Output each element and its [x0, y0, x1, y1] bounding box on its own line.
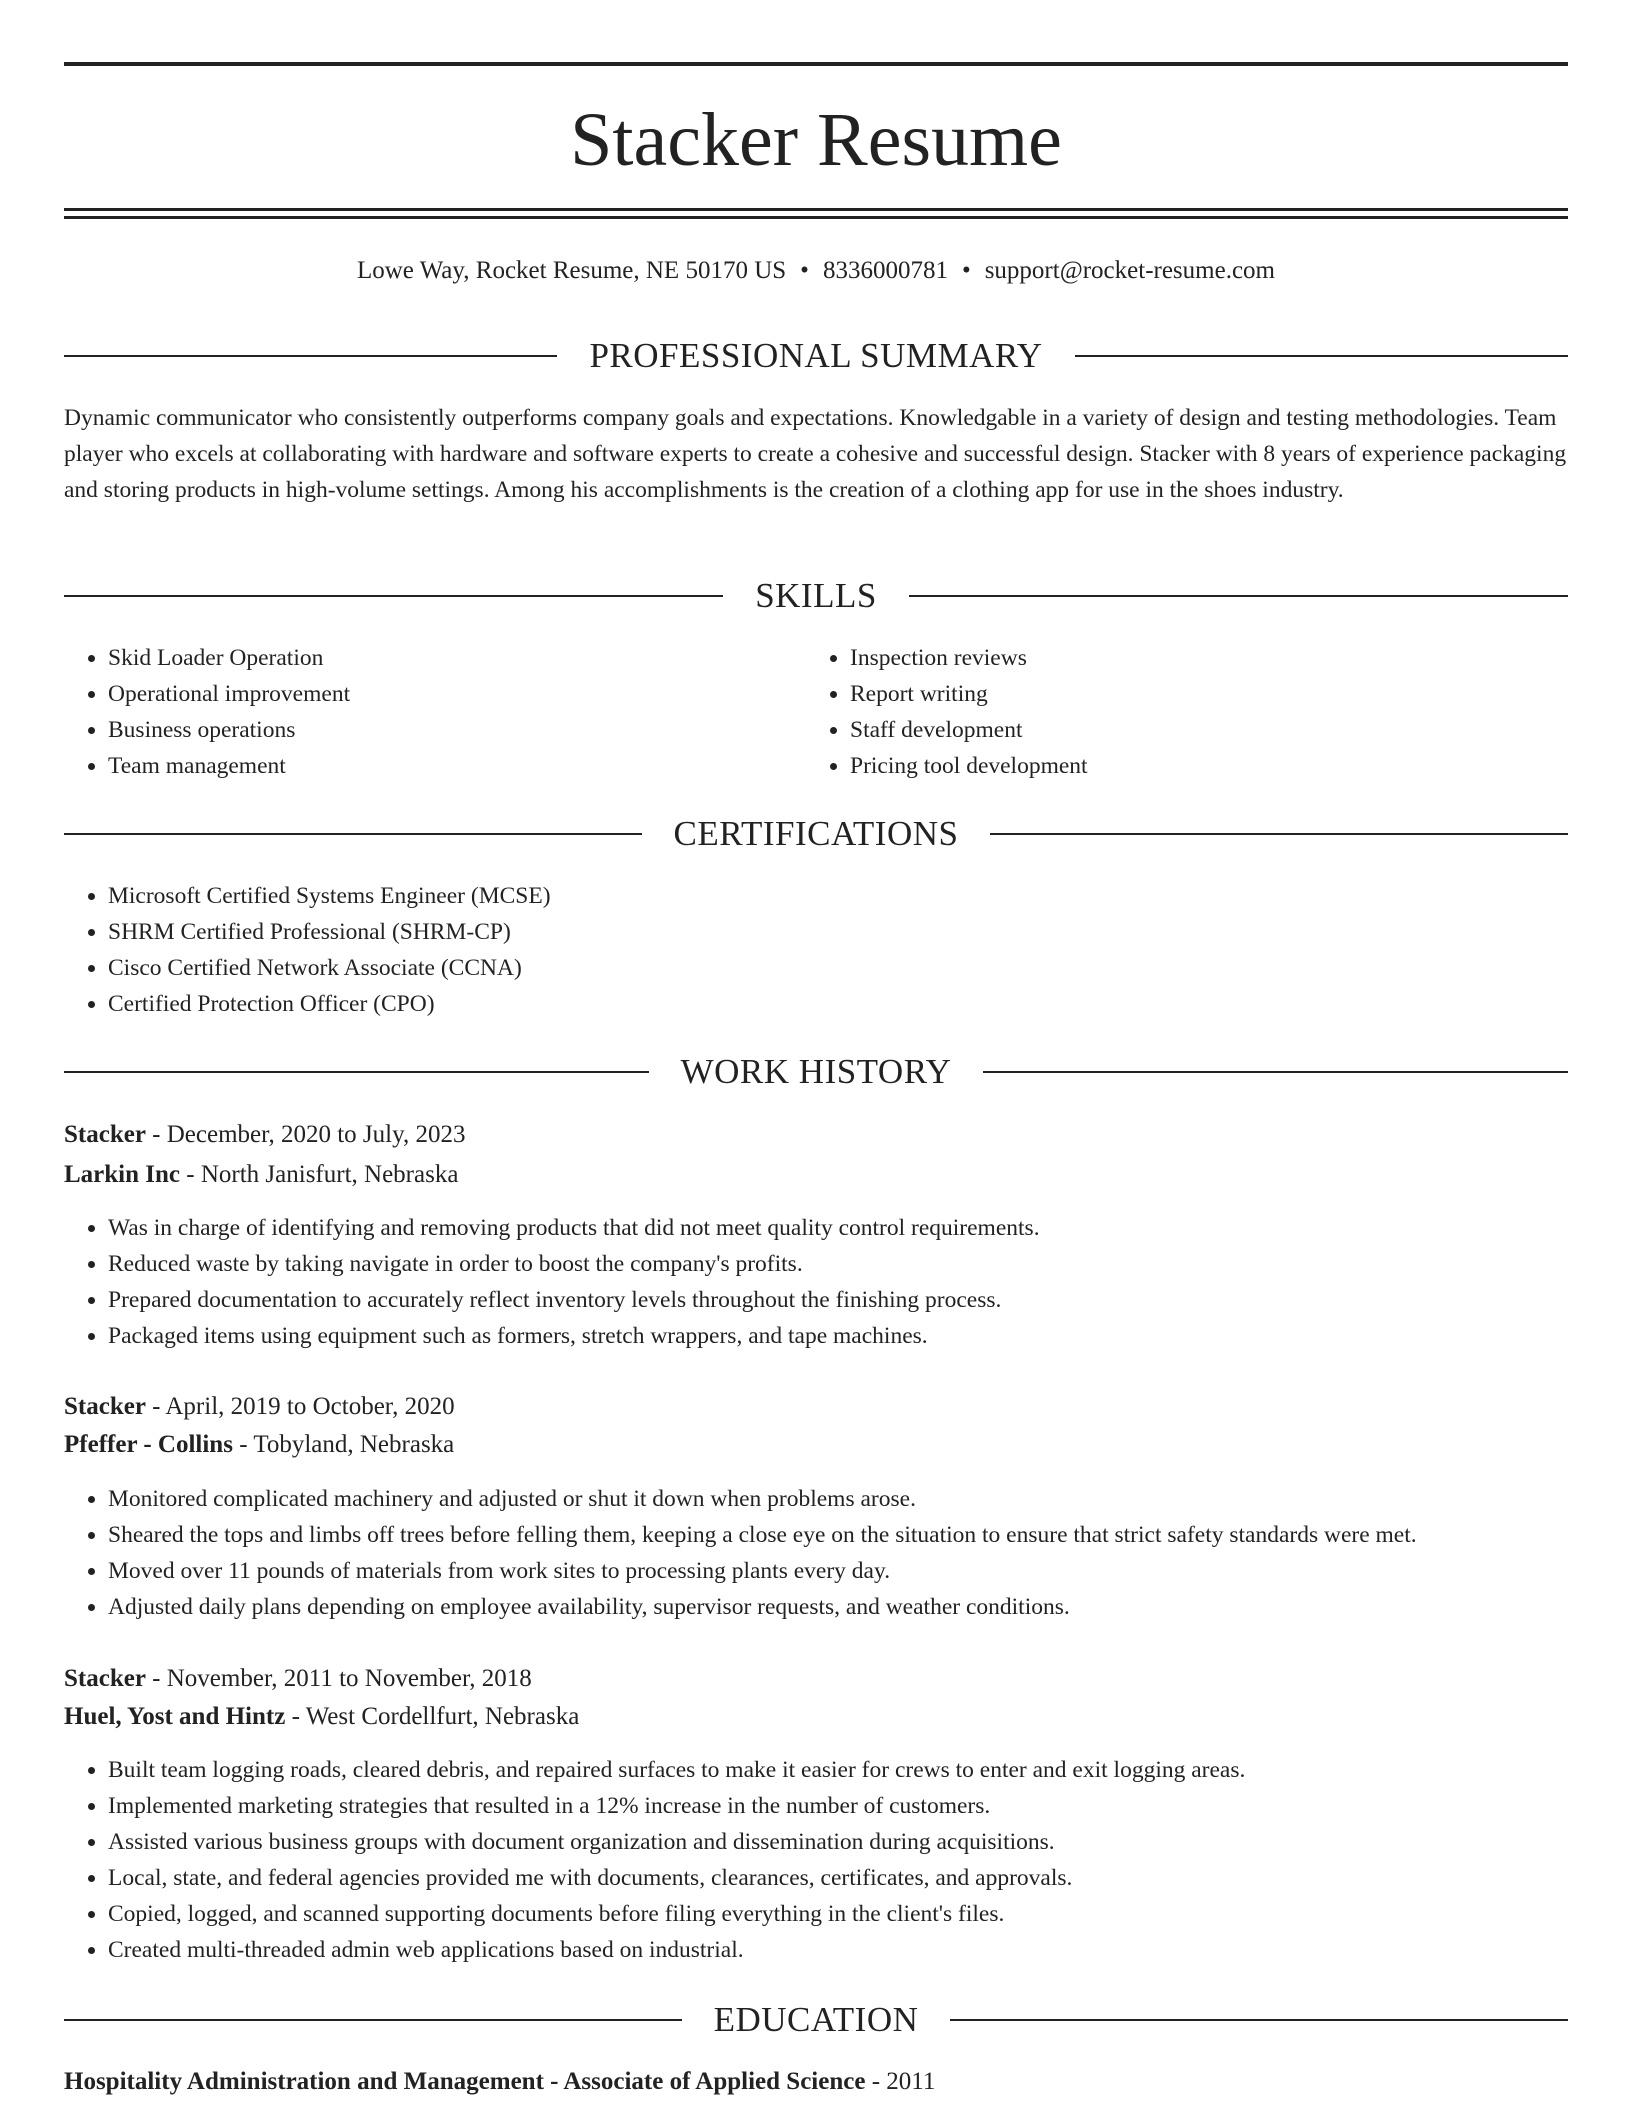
- summary-text: Dynamic communicator who consistently outperforms company goals and expectations. Knowledgable in a variety of design and testing methodologies. Team player who excels at collaborating with hardware and software experts to create a cohesive and successful design. Stacker with 8 years of experience packaging and storing products in high-volume settings. Among his accomplishments is the creation of a clothing app for use in the shoes industry.: [64, 405, 1567, 503]
- contact-info: [64, 252, 1568, 290]
- job-title-line: Stacker - April, 2019 to October, 2020: [64, 1393, 455, 1420]
- contact-separator: •: [800, 257, 809, 284]
- job-company-line: Larkin Inc - North Janisfurt, Nebraska: [64, 1161, 459, 1188]
- heading-rule: [64, 355, 557, 357]
- job-bullet: • Sheared the tops and limbs off trees before felling them, keeping a close eye on the situation to ensure that strict safety standards were met.: [108, 1517, 1568, 1553]
- heading-rule: [950, 2019, 1568, 2021]
- certification-item: • Certified Protection Officer (CPO): [108, 986, 1568, 1022]
- work-heading-row: [64, 1050, 1568, 1094]
- job-bullet: • Adjusted daily plans depending on employee availability, supervisor requests, and weather conditions.: [108, 1589, 1568, 1625]
- education-heading: EDUCATION: [713, 2000, 919, 2039]
- skills-heading: SKILLS: [755, 576, 877, 615]
- job-company: Pfeffer - Collins: [64, 1431, 233, 1458]
- job-company: Huel, Yost and Hintz: [64, 1703, 286, 1730]
- skill-item: • Business operations: [108, 712, 798, 748]
- job-bullets: [64, 1752, 1568, 1968]
- skill-item: • Pricing tool development: [850, 748, 1550, 784]
- top-rule: [64, 62, 1568, 66]
- job-title: Stacker: [64, 1121, 146, 1148]
- certifications-list: [64, 878, 1568, 1022]
- heading-rule: [64, 833, 642, 835]
- heading-rule: [1075, 355, 1568, 357]
- skill-item: • Staff development: [850, 712, 1550, 748]
- education-field: Hospitality Administration and Management: [64, 2068, 544, 2095]
- job-dates: November, 2011 to November, 2018: [166, 1665, 532, 1692]
- job-location: Tobyland, Nebraska: [253, 1431, 455, 1458]
- summary-heading-row: [64, 334, 1568, 378]
- heading-rule: [64, 1071, 649, 1073]
- heading-rule: [64, 2019, 682, 2021]
- certification-item: • Microsoft Certified Systems Engineer (MCSE): [108, 878, 1568, 914]
- job-company-line: Pfeffer - Collins - Tobyland, Nebraska: [64, 1431, 455, 1458]
- job-company-line: Huel, Yost and Hintz - West Cordellfurt, Nebraska: [64, 1703, 580, 1730]
- job-title-line: Stacker - December, 2020 to July, 2023: [64, 1121, 466, 1148]
- contact-separator: •: [961, 257, 971, 284]
- job-bullet: • Built team logging roads, cleared debris, and repaired surfaces to make it easier for crews to enter and exit logging areas.: [108, 1752, 1568, 1788]
- job-company: Larkin Inc: [64, 1161, 181, 1188]
- job-bullet: • Prepared documentation to accurately reflect inventory levels throughout the finishing process.: [108, 1282, 1568, 1318]
- heading-rule: [909, 595, 1568, 597]
- job-bullet: • Packaged items using equipment such as formers, stretch wrappers, and tape machines.: [108, 1318, 1568, 1354]
- skill-item: • Operational improvement: [108, 676, 798, 712]
- certifications-heading: CERTIFICATIONS: [673, 814, 959, 853]
- work-heading: WORK HISTORY: [680, 1052, 952, 1091]
- skill-item: • Inspection reviews: [850, 640, 1550, 676]
- job-bullet: • Moved over 11 pounds of materials from work sites to processing plants every day.: [108, 1553, 1568, 1589]
- heading-rule: [983, 1071, 1568, 1073]
- job-bullet: • Monitored complicated machinery and adjusted or shut it down when problems arose.: [108, 1481, 1568, 1517]
- job-title: Stacker: [64, 1393, 146, 1420]
- skills-list-right: [806, 640, 1550, 784]
- skills-heading-row: [64, 574, 1568, 618]
- job-bullet: • Assisted various business groups with document organization and dissemination during acquisitions.: [108, 1824, 1568, 1860]
- heading-rule: [990, 833, 1568, 835]
- job-bullet: • Was in charge of identifying and removing products that did not meet quality control requirements.: [108, 1210, 1568, 1246]
- job-bullet: • Copied, logged, and scanned supporting documents before filing everything in the client's files.: [108, 1896, 1568, 1932]
- job-location: West Cordellfurt, Nebraska: [305, 1703, 580, 1730]
- job-title-line: Stacker - November, 2011 to November, 2018: [64, 1665, 532, 1692]
- education-entry: Hospitality Administration and Management - Associate of Applied Science - 2011: [64, 2068, 936, 2095]
- job-dates: April, 2019 to October, 2020: [165, 1393, 455, 1420]
- education-heading-row: [64, 1998, 1568, 2042]
- job-bullet: • Implemented marketing strategies that resulted in a 12% increase in the number of customers.: [108, 1788, 1568, 1824]
- heading-rule: [64, 595, 723, 597]
- skill-item: • Skid Loader Operation: [108, 640, 798, 676]
- job-bullets: [64, 1481, 1568, 1625]
- job-location: North Janisfurt, Nebraska: [200, 1161, 459, 1188]
- certifications-heading-row: [64, 812, 1568, 856]
- summary-heading: PROFESSIONAL SUMMARY: [589, 336, 1043, 375]
- skill-item: • Report writing: [850, 676, 1550, 712]
- skill-item: • Team management: [108, 748, 798, 784]
- job-bullet: • Local, state, and federal agencies provided me with documents, clearances, certificates, and approvals.: [108, 1860, 1568, 1896]
- job-bullet: • Created multi-threaded admin web applications based on industrial.: [108, 1932, 1568, 1968]
- job-bullet: • Reduced waste by taking navigate in order to boost the company's profits.: [108, 1246, 1568, 1282]
- certification-item: • Cisco Certified Network Associate (CCNA): [108, 950, 1568, 986]
- job-dates: December, 2020 to July, 2023: [166, 1121, 466, 1148]
- contact-phone: 8336000781: [822, 257, 948, 284]
- education-year: 2011: [886, 2068, 936, 2095]
- contact-address: Lowe Way, Rocket Resume, NE 50170 US: [356, 257, 787, 284]
- header-rule-upper: [64, 208, 1568, 211]
- job-title: Stacker: [64, 1665, 146, 1692]
- contact-email: support@rocket-resume.com: [984, 257, 1275, 284]
- certification-item: • SHRM Certified Professional (SHRM-CP): [108, 914, 1568, 950]
- education-degree: Associate of Applied Science: [563, 2068, 866, 2095]
- resume-name: Stacker Resume: [570, 98, 1062, 182]
- job-bullets: [64, 1210, 1568, 1354]
- skills-list-left: [64, 640, 798, 784]
- header-rule-lower: [64, 216, 1568, 219]
